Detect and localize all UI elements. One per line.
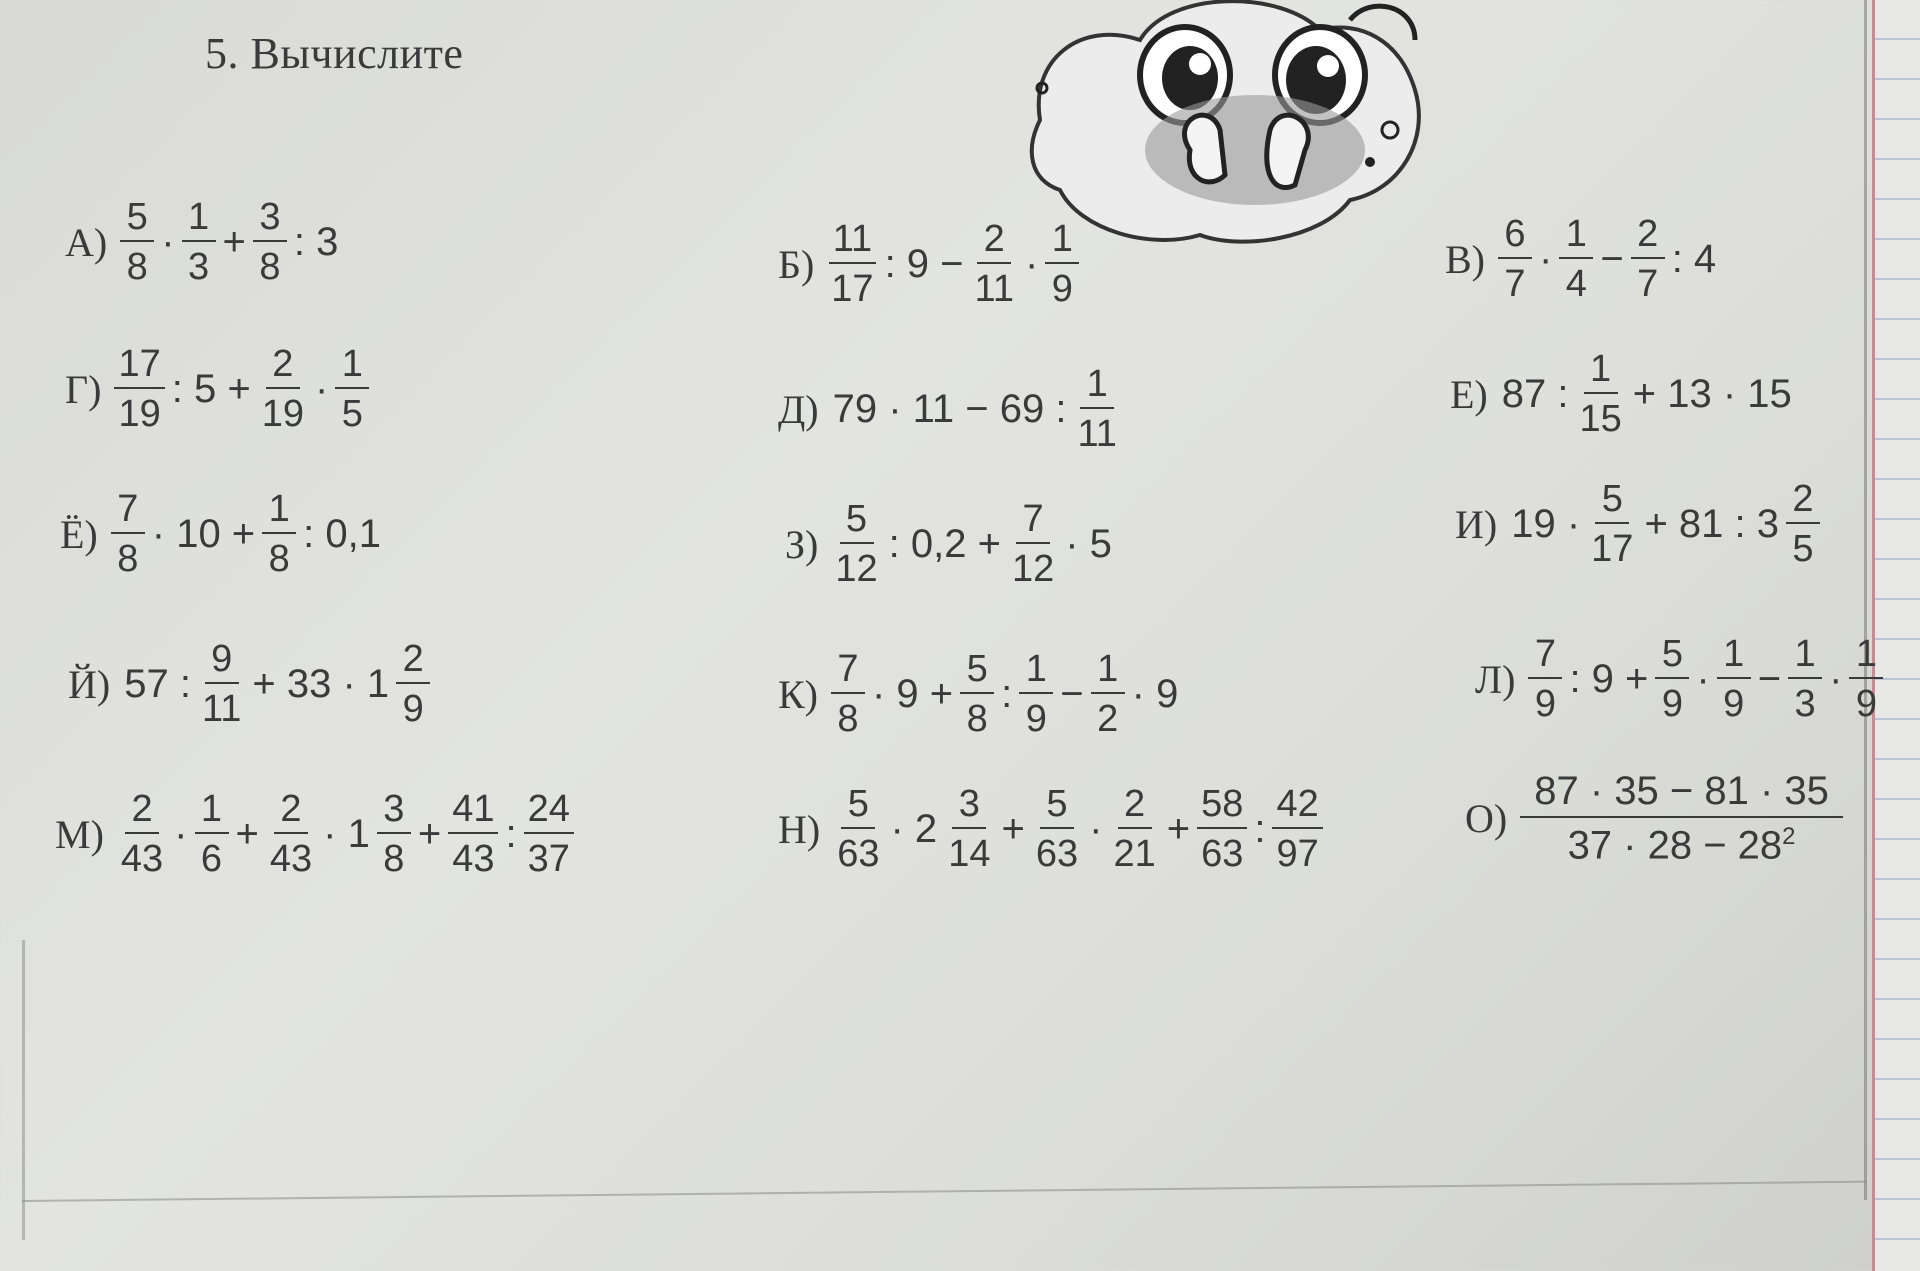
cartoon-mascot-illustration [1020, 0, 1440, 270]
denominator: 9 [1534, 682, 1557, 725]
numerator: 1 [1019, 650, 1053, 694]
numerator: 5 [840, 500, 874, 544]
fraction [377, 790, 411, 880]
numerator: 41 [448, 790, 498, 834]
operator-text: : 3 [293, 220, 339, 265]
problem-g [65, 345, 372, 435]
numerator: 5 [841, 785, 875, 829]
operator-text: · 1 [323, 812, 370, 857]
fraction [1019, 650, 1053, 740]
operator-text: : [1254, 807, 1266, 852]
operator-text: + 33 · 1 [252, 662, 390, 707]
operator-text: : 9 − [884, 242, 964, 287]
numerator: 1 [1788, 635, 1822, 679]
fraction [971, 220, 1018, 310]
numerator: 24 [524, 790, 574, 834]
numerator: 11 [829, 220, 876, 264]
problem-m [55, 790, 577, 880]
numerator: 6 [1498, 215, 1532, 259]
fraction [1786, 480, 1820, 570]
operator-text: : 4 [1671, 237, 1717, 282]
denominator: 8 [268, 537, 290, 580]
fraction [1498, 215, 1532, 305]
denominator: 7 [1504, 262, 1526, 305]
fraction [1849, 635, 1883, 725]
fraction [396, 640, 430, 730]
fraction [262, 490, 296, 580]
operator-text: · [1696, 657, 1710, 702]
fraction [1788, 635, 1822, 725]
numerator: 3 [377, 790, 411, 834]
fraction [1655, 635, 1689, 725]
operator-text: + [222, 220, 246, 265]
numerator: 1 [1717, 635, 1751, 679]
operator-text: + [1166, 807, 1191, 852]
operator-text: : 9 + [1569, 657, 1649, 702]
denominator: 8 [117, 537, 139, 580]
numerator: 2 [274, 790, 308, 834]
numerator: 1 [262, 490, 296, 534]
numerator: 1 [1045, 220, 1079, 264]
denominator: 19 [261, 392, 304, 435]
denominator: 19 [118, 392, 161, 435]
numerator: 7 [111, 490, 145, 534]
problem-b [778, 220, 1082, 310]
fraction [1575, 350, 1625, 440]
fraction [833, 785, 883, 875]
denominator: 3 [187, 245, 210, 288]
fraction [448, 790, 498, 880]
numerator: 1 [1849, 635, 1883, 679]
numerator: 2 [396, 640, 430, 684]
fraction [258, 345, 308, 435]
problem-label: И) [1455, 502, 1498, 548]
operator-text: 87 : [1501, 372, 1569, 417]
problem-label: Л) [1475, 657, 1516, 703]
fraction [1559, 215, 1593, 305]
denominator: 97 [1276, 832, 1319, 875]
operator-text: · [314, 367, 329, 412]
problem-l [1475, 635, 1886, 725]
numerator: 1 [1080, 365, 1114, 409]
fraction [111, 490, 145, 580]
denominator: 8 [126, 245, 148, 288]
problem-label: Н) [778, 807, 821, 853]
fraction [266, 790, 316, 880]
numerator: 42 [1272, 785, 1322, 829]
problem-label: В) [1445, 237, 1485, 283]
exponent: 2 [1782, 823, 1796, 850]
fraction [182, 198, 216, 288]
operator-text: − [1060, 672, 1084, 717]
problem-label: К) [778, 672, 818, 718]
problem-v [1445, 215, 1720, 305]
denominator: 6 [200, 837, 223, 880]
numerator: 2 [1786, 480, 1820, 524]
numerator: 2 [977, 220, 1011, 264]
numerator: 7 [831, 650, 865, 694]
fraction [117, 790, 167, 880]
fraction [114, 345, 164, 435]
problem-y [68, 640, 433, 730]
denominator [1564, 818, 1800, 866]
denominator: 12 [835, 547, 878, 590]
problem-i [1455, 480, 1823, 570]
problem-label: А) [65, 220, 108, 266]
denominator: 9 [1723, 682, 1745, 725]
problem-label: Б) [778, 242, 815, 288]
fraction [1717, 635, 1751, 725]
fraction [944, 785, 994, 875]
numerator: 7 [1528, 635, 1562, 679]
denominator: 43 [269, 837, 313, 880]
denominator: 9 [402, 687, 424, 730]
operator-text: − [1757, 657, 1782, 702]
fraction [1197, 785, 1247, 875]
fraction [1032, 785, 1082, 875]
denominator: 17 [1591, 527, 1634, 570]
operator-text: · 9 [1131, 672, 1179, 717]
operator-text: · [174, 812, 188, 857]
denominator: 11 [1077, 412, 1117, 455]
numerator: 1 [1584, 350, 1618, 394]
fraction [1631, 215, 1665, 305]
denominator: 63 [1201, 832, 1244, 875]
denominator: 9 [1661, 682, 1683, 725]
operator-text: · [1024, 242, 1039, 287]
denominator: 5 [341, 392, 363, 435]
fraction [1272, 785, 1322, 875]
fraction [253, 198, 287, 288]
fraction [831, 500, 881, 590]
numerator: 1 [1091, 650, 1125, 694]
problem-label: Ё) [60, 512, 98, 558]
fraction [1109, 785, 1159, 875]
fraction [524, 790, 574, 880]
fraction [120, 198, 154, 288]
denominator: 15 [1579, 397, 1622, 440]
denominator: 4 [1565, 262, 1587, 305]
operator-text: · 2 [890, 807, 938, 852]
operator-text: + 81 : 3 [1644, 502, 1779, 547]
numerator: 2 [1631, 215, 1665, 259]
denominator: 12 [1011, 547, 1055, 590]
operator-text: · 5 [1065, 522, 1112, 567]
fraction [1045, 220, 1079, 310]
operator-text: · [161, 220, 175, 265]
problem-o [1465, 770, 1846, 866]
operator-text: 19 · [1511, 502, 1581, 547]
numerator: 5 [960, 650, 994, 694]
denominator: 63 [837, 832, 880, 875]
numerator: 2 [266, 345, 300, 389]
denominator: 7 [1637, 262, 1659, 305]
numerator: 3 [253, 198, 287, 242]
operator-text: · [1829, 657, 1843, 702]
problem-label: М) [55, 812, 104, 858]
problem-z [785, 500, 1116, 590]
exercise-title: 5. Вычислите [205, 29, 464, 78]
numerator: 5 [1595, 480, 1629, 524]
problem-d [778, 365, 1124, 455]
problem-label: Й) [68, 662, 111, 708]
frame-line-right [1864, 0, 1867, 1200]
operator-text: + [235, 812, 259, 857]
fraction [1073, 365, 1120, 455]
problem-k [778, 650, 1182, 740]
denominator: 8 [259, 245, 281, 288]
denominator: 9 [1025, 697, 1047, 740]
operator-text: : 5 + [171, 367, 251, 412]
problem-label: О) [1465, 795, 1508, 841]
denominator: 5 [1792, 527, 1814, 570]
denominator: 17 [831, 267, 874, 310]
denominator: 14 [948, 832, 991, 875]
denominator: 8 [966, 697, 988, 740]
denominator: 11 [974, 267, 1014, 310]
fraction [827, 220, 877, 310]
denominator: 9 [1051, 267, 1073, 310]
problem-label: Е) [1450, 372, 1488, 418]
frame-line-left [22, 940, 25, 1240]
operator-text: : 0,2 + [888, 522, 1001, 567]
operator-text: · 10 + [151, 512, 256, 557]
problem-label: Г) [65, 367, 102, 413]
fraction [195, 790, 229, 880]
problem-n [778, 785, 1326, 875]
denominator: 9 [1855, 682, 1877, 725]
numerator: 7 [1016, 500, 1050, 544]
numerator: 5 [1655, 635, 1689, 679]
fraction [831, 650, 865, 740]
numerator: 9 [205, 640, 239, 684]
denominator: 37 [527, 837, 570, 880]
numerator: 17 [114, 345, 164, 389]
operator-text: : [505, 812, 517, 857]
numerator: 87 · 35 − 81 · 35 [1520, 770, 1843, 818]
numerator: 5 [1040, 785, 1074, 829]
numerator: 3 [952, 785, 986, 829]
operator-text: · [1089, 807, 1103, 852]
denominator: 43 [120, 837, 164, 880]
problem-yo [60, 490, 385, 580]
denominator: 43 [452, 837, 495, 880]
numerator: 1 [1559, 215, 1593, 259]
problem-a [65, 198, 342, 288]
operator-text: + 13 · 15 [1632, 372, 1792, 417]
frame-line-bottom [22, 1181, 1867, 1202]
fraction [1008, 500, 1058, 590]
numerator: 2 [125, 790, 159, 834]
denominator: 21 [1113, 832, 1156, 875]
problem-e [1450, 350, 1796, 440]
operator-text: − [1600, 237, 1624, 282]
denominator: 8 [383, 837, 405, 880]
operator-text: 79 · 11 − 69 : [832, 387, 1067, 432]
numerator: 2 [1118, 785, 1152, 829]
numerator: 1 [335, 345, 369, 389]
fraction-expression [1520, 770, 1843, 866]
denominator: 3 [1794, 682, 1816, 725]
numerator: 58 [1197, 785, 1247, 829]
denominator: 8 [837, 697, 859, 740]
denominator: 11 [201, 687, 242, 730]
operator-text: 57 : [124, 662, 191, 707]
fraction [1587, 480, 1637, 570]
operator-text: + [1001, 807, 1025, 852]
numerator: 1 [182, 198, 216, 242]
operator-text: · 9 + [872, 672, 954, 717]
operator-text: · [1539, 237, 1553, 282]
fraction [1528, 635, 1562, 725]
denominator-text: 37 · 28 − 28 [1567, 823, 1783, 868]
problem-label: З) [785, 522, 819, 568]
fraction [1091, 650, 1125, 740]
fraction [335, 345, 369, 435]
fraction [198, 640, 245, 730]
denominator: 63 [1035, 832, 1079, 875]
problem-label: Д) [778, 387, 819, 433]
fraction [960, 650, 994, 740]
operator-text: : 0,1 [303, 512, 382, 557]
numerator: 5 [120, 198, 154, 242]
operator-text: + [417, 812, 442, 857]
denominator: 2 [1097, 697, 1119, 740]
operator-text: : [1001, 672, 1013, 717]
numerator: 1 [195, 790, 229, 834]
